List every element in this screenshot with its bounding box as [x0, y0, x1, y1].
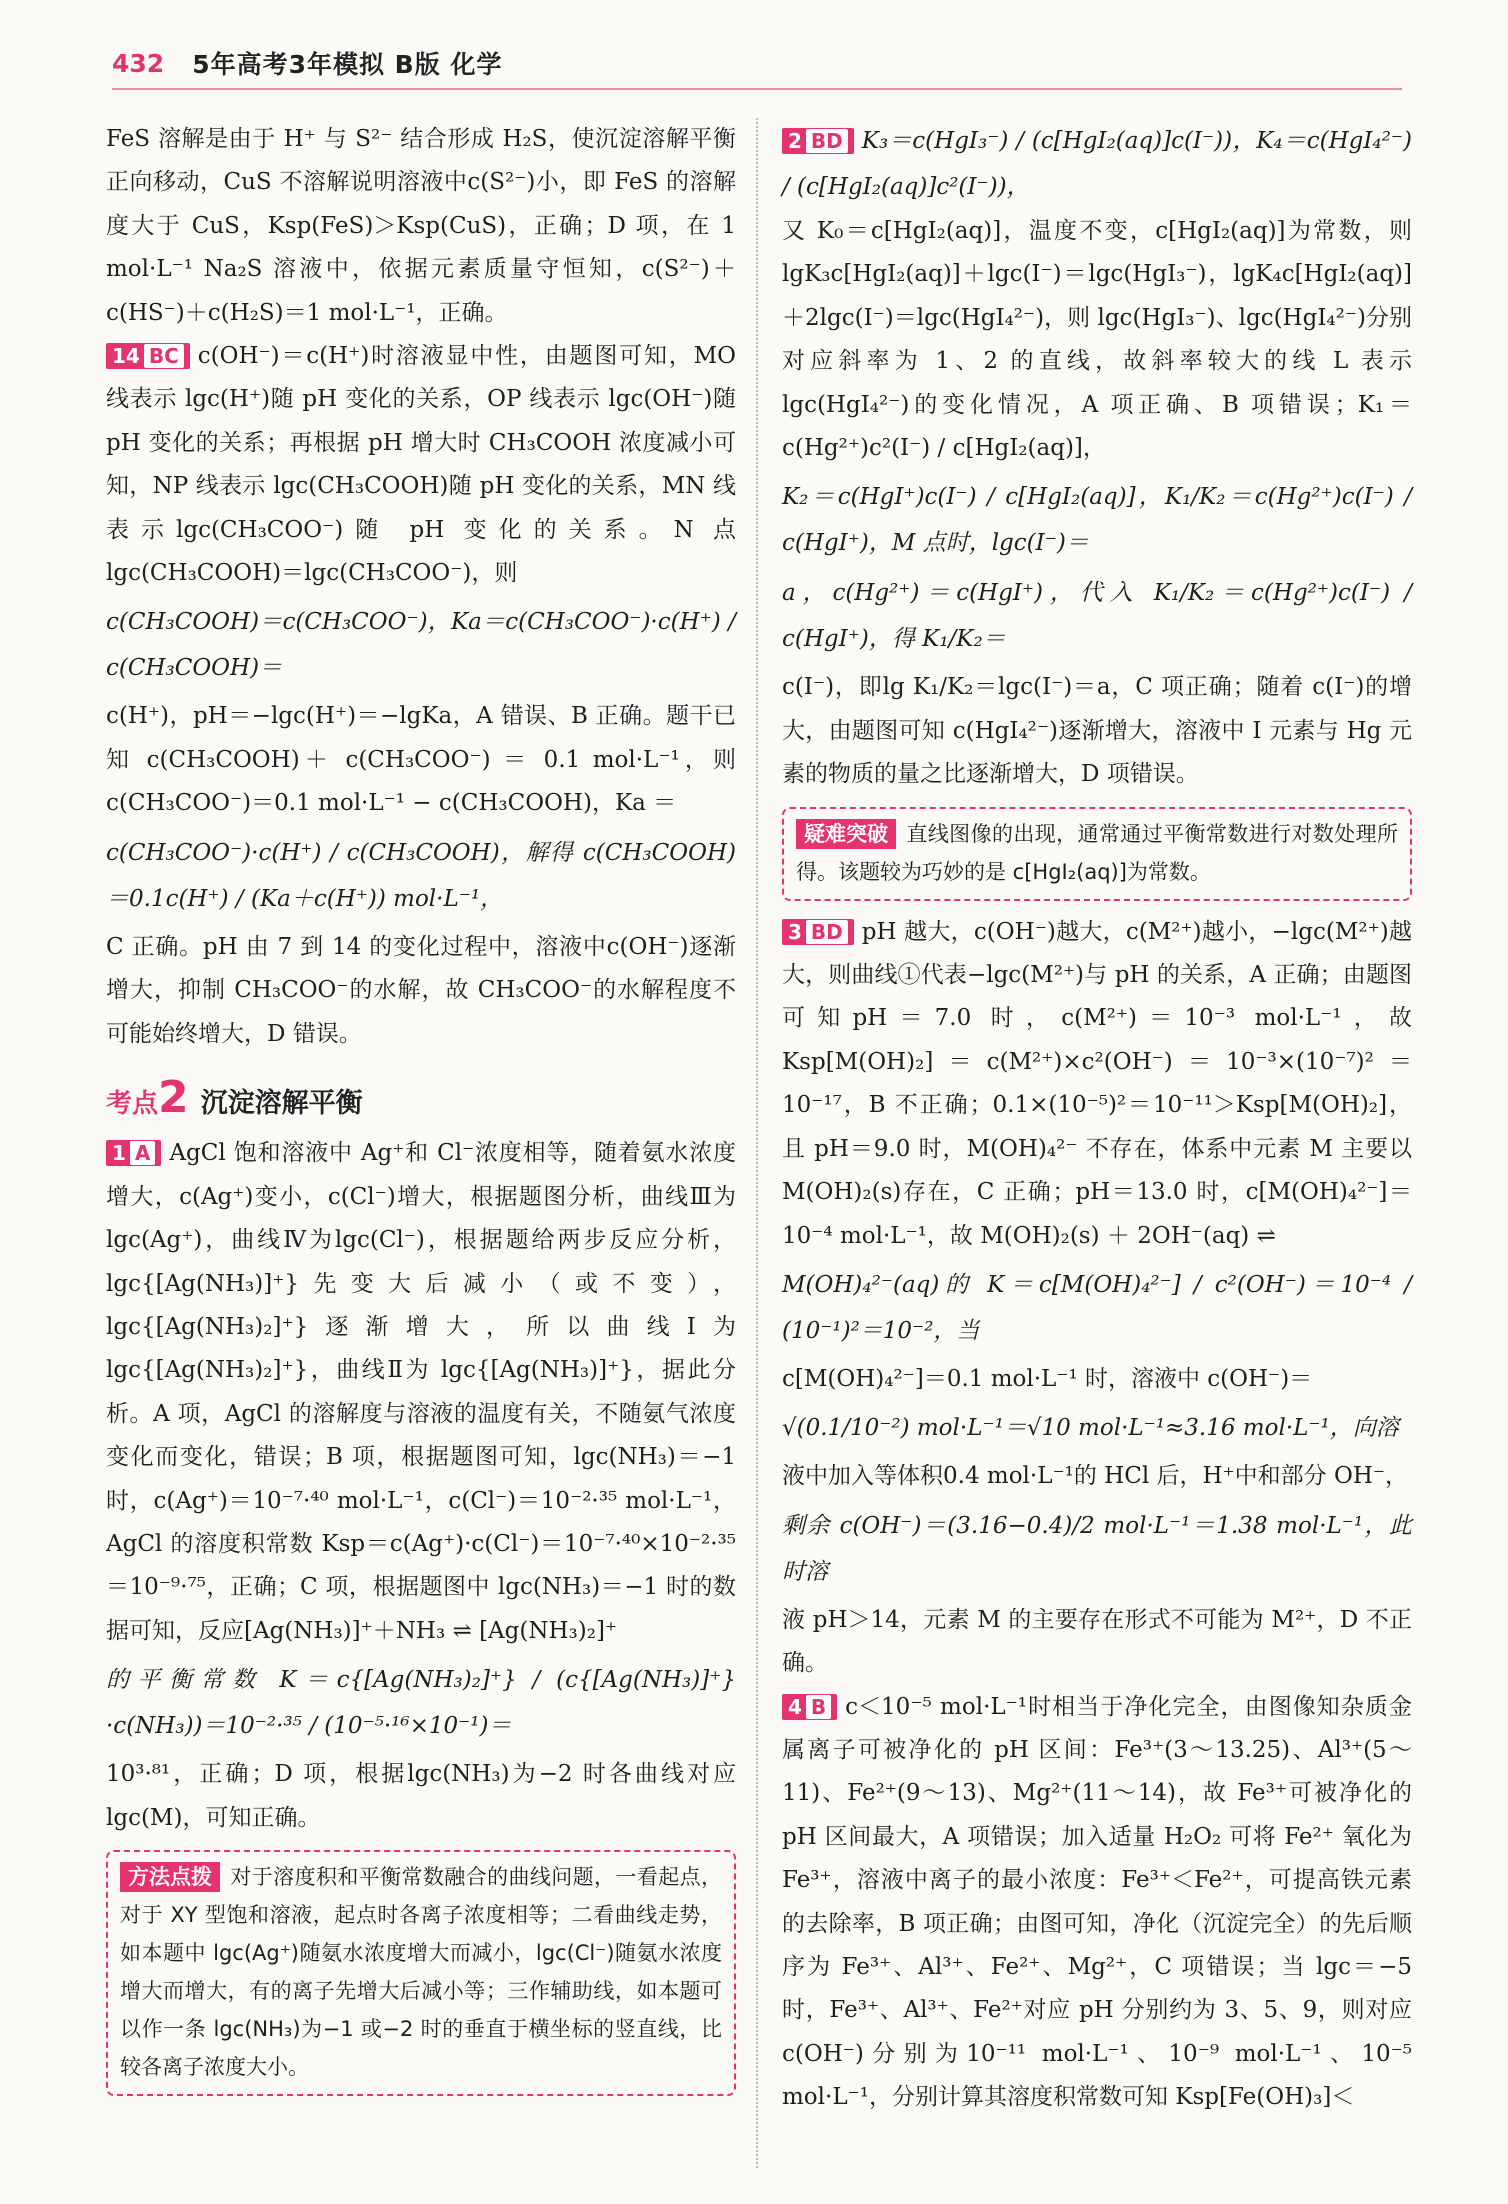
- page-header: [112, 40, 502, 86]
- equation-k: 的平衡常数 K＝c{[Ag(NH₃)₂]⁺} / (c{[Ag(NH₃)]⁺}·c(NH₃))＝10⁻²·³⁵ / (10⁻⁵·¹⁶×10⁻¹)＝: [106, 1667, 736, 1740]
- answer-2-text: 又 K₀＝c[HgI₂(aq)]，温度不变，c[HgI₂(aq)]为常数，则 lgK₃c[HgI₂(aq)]＋lgc(I⁻)＝lgc(HgI₃⁻)，lgK₄c[HgI₂(aq)]＋2lgc(I⁻)＝lgc(HgI₄²⁻)，则 lgc(HgI₃⁻)、lgc(HgI₄²⁻)分别对应斜率为 1、2 的直线，故斜率较大的线 L 表示 lgc(HgI₄²⁻)的变化情况，A 项正确、B 项错误；K₁＝c(Hg²⁺)c²(I⁻) / c[HgI₂(aq)]，: [782, 218, 1412, 462]
- answer-3: 3 BD pH 越大，c(OH⁻)越大，c(M²⁺)越小，−lgc(M²⁺)越大，则曲线①代表−lgc(M²⁺)与 pH 的关系，A 正确；由题图可知pH＝7.0 时，c(M²⁺)＝10⁻³ mol·L⁻¹，故 Ksp[M(OH)₂]＝c(M²⁺)×c²(OH⁻)＝10⁻³×(10⁻⁷)²＝10⁻¹⁷，B 不正确；0.1×(10⁻⁵)²＝10⁻¹¹＞Ksp[M(OH)₂]，且 pH＝9.0 时，M(OH)₄²⁻ 不存在，体系中元素 M 主要以 M(OH)₂(s)存在，C 正确；pH＝13.0 时，c[M(OH)₄²⁻]＝10⁻⁴ mol·L⁻¹，故 M(OH)₂(s) ＋ 2OH⁻(aq) ⇌: [782, 918, 1412, 1249]
- question-tag: 14 BC: [106, 343, 190, 369]
- answer-1-end: 10³·⁸¹，正确；D 项，根据lgc(NH₃)为−2 时各曲线对应 lgc(M)，可知正确。: [106, 1761, 736, 1831]
- equation-k-moh: M(OH)₄²⁻(aq)的 K＝c[M(OH)₄²⁻] / c²(OH⁻)＝10⁻⁴ / (10⁻¹)²＝10⁻²，当: [782, 1271, 1412, 1344]
- equation-remaining-oh: 剩余 c(OH⁻)＝(3.16−0.4)/2 mol·L⁻¹＝1.38 mol·L⁻¹，此时溶: [782, 1512, 1412, 1585]
- left-column: [106, 118, 736, 2106]
- section-heading: [106, 1071, 736, 1126]
- book-title: 5年高考3年模拟 B版 化学: [192, 50, 503, 79]
- equation-ch3cooh: c(CH₃COO⁻)·c(H⁺) / c(CH₃COOH)，解得 c(CH₃COOH)＝0.1c(H⁺) / (Ka＋c(H⁺)) mol·L⁻¹，: [106, 839, 736, 912]
- answer-14: 14 BC c(OH⁻)＝c(H⁺)时溶液显中性，由题图可知，MO 线表示 lgc(H⁺)随 pH 变化的关系，OP 线表示 lgc(OH⁻)随 pH 变化的关系；再根据 pH 增大时 CH₃COOH 浓度减小可知，NP 线表示 lgc(CH₃COOH)随 pH 变化的关系，MN 线表示lgc(CH₃COO⁻)随 pH 变化的关系。N 点 lgc(CH₃COOH)＝lgc(CH₃COO⁻)，则: [106, 343, 736, 587]
- section-title: 沉淀溶解平衡: [200, 1087, 363, 1119]
- box-label: 疑难突破: [796, 819, 896, 849]
- header-rule: [112, 88, 1402, 90]
- equation-k2: K₂＝c(HgI⁺)c(I⁻) / c[HgI₂(aq)]，K₁/K₂＝c(Hg²⁺)c(I⁻) / c(HgI⁺)，M 点时，lgc(I⁻)＝: [782, 484, 1412, 557]
- question-tag: 3 BD: [782, 919, 854, 945]
- paragraph-fes: FeS 溶解是由于 H⁺ 与 S²⁻ 结合形成 H₂S，使沉淀溶解平衡正向移动，CuS 不溶解说明溶液中c(S²⁻)小，即 FeS 的溶解度大于 CuS，Ksp(FeS)＞Ksp(CuS)，正确；D 项，在 1 mol·L⁻¹ Na₂S 溶液中，依据元素质量守恒知，c(S²⁻)＋c(HS⁻)＋c(H₂S)＝1 mol·L⁻¹，正确。: [106, 126, 736, 326]
- box-label: 方法点拨: [120, 1862, 220, 1892]
- answer-3-end: 液 pH＞14，元素 M 的主要存在形式不可能为 M²⁺，D 不正确。: [782, 1606, 1412, 1677]
- difficulty-box: [782, 807, 1412, 901]
- answer-3-cont: c[M(OH)₄²⁻]＝0.1 mol·L⁻¹ 时，溶液中 c(OH⁻)＝: [782, 1365, 1313, 1392]
- answer-3-cont2: 液中加入等体积0.4 mol·L⁻¹的 HCl 后，H⁺中和部分 OH⁻，: [782, 1463, 1409, 1490]
- answer-4: 4 B c＜10⁻⁵ mol·L⁻¹时相当于净化完全，由图像知杂质金属离子可被净化的 pH 区间：Fe³⁺(3～13.25)、Al³⁺(5～11)、Fe²⁺(9～13)、Mg²⁺(11～14)，故 Fe³⁺可被净化的 pH 区间最大，A 项错误；加入适量 H₂O₂ 可将 Fe²⁺ 氧化为 Fe³⁺，溶液中离子的最小浓度：Fe³⁺＜Fe²⁺，可提高铁元素的去除率，B 项正确；由图可知，净化（沉淀完全）的先后顺序为 Fe³⁺、Al³⁺、Fe²⁺、Mg²⁺，C 项错误；当 lgc＝−5 时，Fe³⁺、Al³⁺、Fe²⁺对应 pH 分别约为 3、5、9，则对应 c(OH⁻)分别为10⁻¹¹ mol·L⁻¹、10⁻⁹ mol·L⁻¹、10⁻⁵ mol·L⁻¹，分别计算其溶度积常数可知 Ksp[Fe(OH)₃]＜: [782, 1693, 1412, 2111]
- answer-14-cont: c(H⁺)，pH＝−lgc(H⁺)＝−lgKa，A 错误、B 正确。题干已知 c(CH₃COOH)＋ c(CH₃COO⁻) ＝ 0.1 mol·L⁻¹，则 c(CH₃COO⁻)＝0.1 mol·L⁻¹ − c(CH₃COOH)，Ka ＝: [106, 703, 736, 817]
- equation-sqrt: √(0.1/10⁻²) mol·L⁻¹＝√10 mol·L⁻¹≈3.16 mol·L⁻¹，向溶: [782, 1415, 1399, 1442]
- answer-1: 1 A AgCl 饱和溶液中 Ag⁺和 Cl⁻浓度相等，随着氨水浓度增大，c(Ag⁺)变小，c(Cl⁻)增大，根据题图分析，曲线Ⅲ为 lgc(Ag⁺)，曲线Ⅳ为lgc(Cl⁻)，根据题给两步反应分析，lgc{[Ag(NH₃)]⁺}先变大后减小（或不变），lgc{[Ag(NH₃)₂]⁺}逐渐增大，所以曲线Ⅰ为 lgc{[Ag(NH₃)₂]⁺}，曲线Ⅱ为 lgc{[Ag(NH₃)]⁺}，据此分析。A 项，AgCl 的溶解度与溶液的温度有关，不随氨气浓度变化而变化，错误；B 项，根据题图可知，lgc(NH₃)＝−1 时，c(Ag⁺)＝10⁻⁷·⁴⁰ mol·L⁻¹，c(Cl⁻)＝10⁻²·³⁵ mol·L⁻¹，AgCl 的溶度积常数 Ksp＝c(Ag⁺)·c(Cl⁻)＝10⁻⁷·⁴⁰×10⁻²·³⁵＝10⁻⁹·⁷⁵，正确；C 项，根据题图中 lgc(NH₃)＝−1 时的数据可知，反应[Ag(NH₃)]⁺＋NH₃ ⇌ [Ag(NH₃)₂]⁺: [106, 1140, 736, 1644]
- question-tag: 4 B: [782, 1694, 837, 1720]
- box-text: 直线图像的出现，通常通过平衡常数进行对数处理所得。该题较为巧妙的是 c[HgI₂(aq)]为常数。: [796, 821, 1398, 884]
- column-divider: [756, 118, 758, 2168]
- section-label: 考点2: [106, 1071, 189, 1123]
- answer-2-end: c(I⁻)，即lg K₁/K₂＝lgc(I⁻)＝a，C 项正确；随着 c(I⁻)的增大，由题图可知 c(HgI₄²⁻)逐渐增大，溶液中 I 元素与 Hg 元素的物质的量之比逐渐增大，D 项错误。: [782, 674, 1412, 788]
- right-column: [782, 118, 1412, 2120]
- answer-14-end: C 正确。pH 由 7 到 14 的变化过程中，溶液中c(OH⁻)逐渐增大，抑制 CH₃COO⁻的水解，故 CH₃COO⁻的水解程度不可能始终增大，D 错误。: [106, 933, 736, 1047]
- question-tag: 2 BD: [782, 128, 854, 154]
- box-text: 对于溶度积和平衡常数融合的曲线问题，一看起点，对于 XY 型饱和溶液，起点时各离子浓度相等；二看曲线走势，如本题中 lgc(Ag⁺)随氨水浓度增大而减小，lgc(Cl⁻)随氨水浓度增大而增大，有的离子先增大后减小等；三作辅助线，如本题可以作一条 lgc(NH₃)为−1 或−2 时的垂直于横坐标的竖直线，比较各离子浓度大小。: [120, 1865, 722, 2079]
- answer-2: 2 BD K₃＝c(HgI₃⁻) / (c[HgI₂(aq)]c(I⁻))，K₄＝c(HgI₄²⁻) / (c[HgI₂(aq)]c²(I⁻))，: [782, 128, 1412, 200]
- question-tag: 1 A: [106, 1140, 161, 1166]
- equation-ka: c(CH₃COOH)＝c(CH₃COO⁻)，Ka＝c(CH₃COO⁻)·c(H⁺) / c(CH₃COOH)＝: [106, 609, 736, 682]
- page-number: 432: [112, 48, 165, 78]
- equation-k1k2: a，c(Hg²⁺)＝c(HgI⁺)，代入 K₁/K₂＝c(Hg²⁺)c(I⁻) / c(HgI⁺)，得 K₁/K₂＝: [782, 580, 1412, 653]
- method-tip-box: [106, 1850, 736, 2096]
